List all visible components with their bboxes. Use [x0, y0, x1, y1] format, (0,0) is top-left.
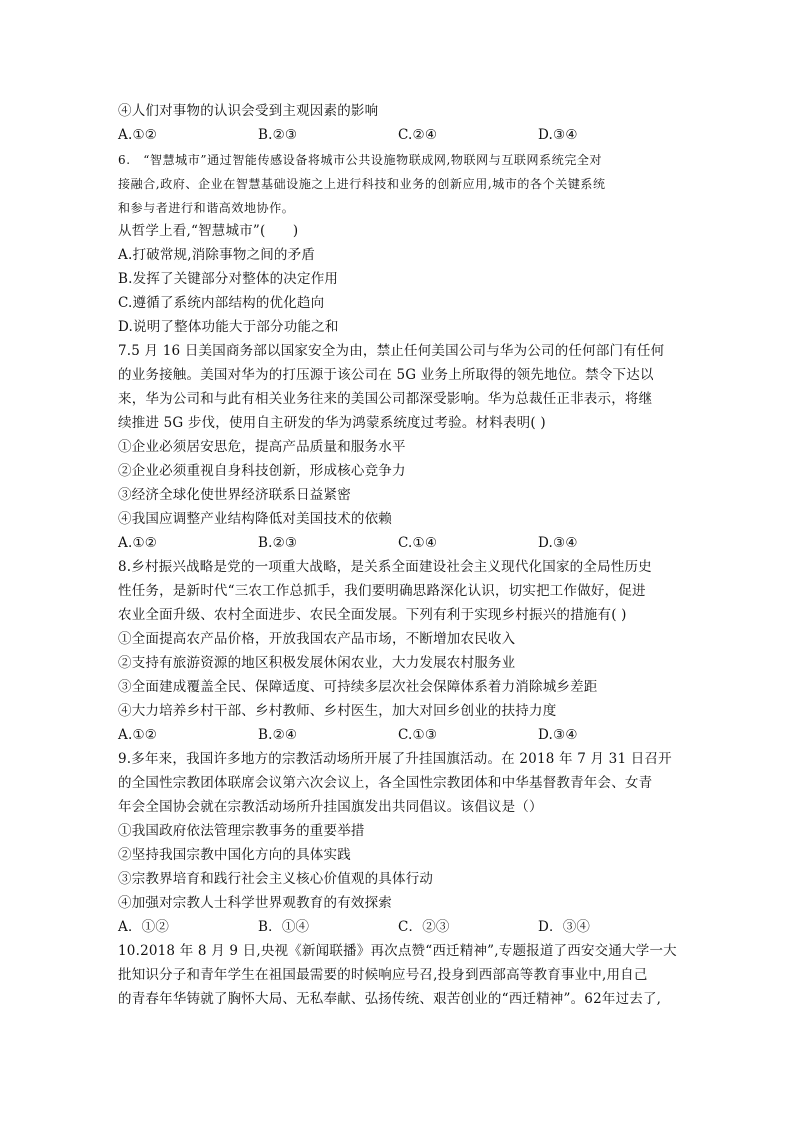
q7-choice-d: D.③④ — [538, 535, 578, 551]
q9-answer-choices — [118, 918, 678, 936]
q8-answer-choices — [118, 726, 678, 744]
q8-statement-2: ②支持有旅游资源的地区积极发展休闲农业，大力发展农村服务业 — [118, 655, 516, 671]
q5-choice-d: D.③④ — [538, 127, 578, 143]
q8-choice-c: C.①③ — [398, 727, 438, 743]
q7-stem-line-3: 来，华为公司和与此有相关业务往来的美国公司都深受影响。华为总裁任正非表示，将继 — [118, 391, 653, 407]
q7-stem-line-2: 的业务接触。美国对华为的打压源于该公司在 5G 业务上所取得的领先地位。禁令下达以 — [118, 367, 654, 383]
q5-choice-a: A.①② — [118, 127, 158, 143]
q9-choice-c: C．②③ — [398, 919, 450, 935]
q9-stem-line-1: 9.多年来，我国许多地方的宗教活动场所开展了升挂国旗活动。在 2018 年 7 月 31 日召开 — [118, 751, 672, 767]
q9-stem-line-2: 的全国性宗教团体联席会议第六次会议上，各全国性宗教团体和中华基督教青年会、女青 — [118, 775, 653, 791]
q10-stem-line-3: 的青春年华铸就了胸怀大局、无私奉献、弘扬传统、艰苦创业的“西迁精神”。62年过去了, — [118, 991, 662, 1007]
q6-stem-line-1: 6. “智慧城市”通过智能传感设备将城市公共设施物联成网,物联网与互联网系统完全对 — [118, 153, 603, 167]
q5-choice-b: B.②③ — [258, 127, 298, 143]
q9-statement-3: ③宗教界培育和践行社会主义核心价值观的具体行动 — [118, 871, 434, 887]
q6-option-b: B.发挥了关键部分对整体的决定作用 — [118, 271, 339, 287]
q8-choice-a: A.①② — [118, 727, 158, 743]
q8-statement-1: ①全面提高农产品价格，开放我国农产品市场，不断增加农民收入 — [118, 631, 516, 647]
q5-choice-c: C.②④ — [398, 127, 438, 143]
q7-choice-b: B.②③ — [258, 535, 298, 551]
q7-statement-3: ③经济全球化使世界经济联系日益紧密 — [118, 487, 351, 503]
q8-choice-d: D.③④ — [538, 727, 578, 743]
q5-option-line-4: ④人们对事物的认识会受到主观因素的影响 — [118, 103, 379, 119]
q9-choice-a: A．①② — [118, 919, 170, 935]
q7-stem-line-1: 7.5 月 16 日美国商务部以国家安全为由，禁止任何美国公司与华为公司的任何部门有任何 — [118, 343, 665, 359]
q10-stem-line-1: 10.2018 年 8 月 9 日,央视《新闻联播》再次点赞“西迁精神”,专题报道了西安交通大学一大 — [118, 943, 677, 959]
q8-choice-b: B.②④ — [258, 727, 298, 743]
q6-option-d: D.说明了整体功能大于部分功能之和 — [118, 319, 339, 335]
q7-choice-c: C.①④ — [398, 535, 438, 551]
q10-stem-line-2: 批知识分子和青年学生在祖国最需要的时候响应号召,投身到西部高等教育事业中,用自己 — [118, 967, 648, 983]
q6-option-c: C.遵循了系统内部结构的优化趋向 — [118, 295, 325, 311]
q6-stem-line-3: 和参与者进行和谐高效地协作。 — [118, 201, 295, 215]
q8-statement-3: ③全面建成覆盖全民、保障适度、可持续多层次社会保障体系着力消除城乡差距 — [118, 679, 598, 695]
q8-statement-4: ④大力培养乡村干部、乡村教师、乡村医生，加大对回乡创业的扶持力度 — [118, 703, 557, 719]
q7-statement-1: ①企业必须居安思危，提高产品质量和服务水平 — [118, 439, 406, 455]
q8-stem-line-3: 农业全面升级、农村全面进步、农民全面发展。下列有利于实现乡村振兴的措施有( ) — [118, 607, 627, 623]
q9-statement-4: ④加强对宗教人士科学世界观教育的有效探索 — [118, 895, 392, 911]
q7-statement-4: ④我国应调整产业结构降低对美国技术的依赖 — [118, 511, 392, 527]
q9-choice-b: B．①④ — [258, 919, 310, 935]
q8-stem-line-1: 8.乡村振兴战略是党的一项重大战略，是关系全面建设社会主义现代化国家的全局性历史 — [118, 559, 652, 575]
q8-stem-line-2: 性任务，是新时代“三农工作总抓手，我们要明确思路深化认识，切实把工作做好，促进 — [118, 583, 646, 599]
q7-stem-line-4: 续推进 5G 步伐，使用自主研发的华为鸿蒙系统度过考验。材料表明( ) — [118, 415, 546, 431]
q5-answer-choices — [118, 126, 678, 144]
q9-stem-line-3: 年会全国协会就在宗教活动场所升挂国旗发出共同倡议。该倡议是（） — [118, 799, 543, 815]
q7-statement-2: ②企业必须重视自身科技创新，形成核心竞争力 — [118, 463, 406, 479]
q7-answer-choices — [118, 534, 678, 552]
q9-choice-d: D．③④ — [538, 919, 591, 935]
q7-choice-a: A.①② — [118, 535, 158, 551]
q6-question: 从哲学上看,“智慧城市”( ) — [118, 223, 299, 239]
q9-statement-2: ②坚持我国宗教中国化方向的具体实践 — [118, 847, 351, 863]
q6-stem-line-2: 接融合,政府、企业在智慧基础设施之上进行科技和业务的创新应用,城市的各个关键系统 — [118, 177, 606, 191]
q9-statement-1: ①我国政府依法管理宗教事务的重要举措 — [118, 823, 365, 839]
q6-option-a: A.打破常规,消除事物之间的矛盾 — [118, 247, 316, 263]
